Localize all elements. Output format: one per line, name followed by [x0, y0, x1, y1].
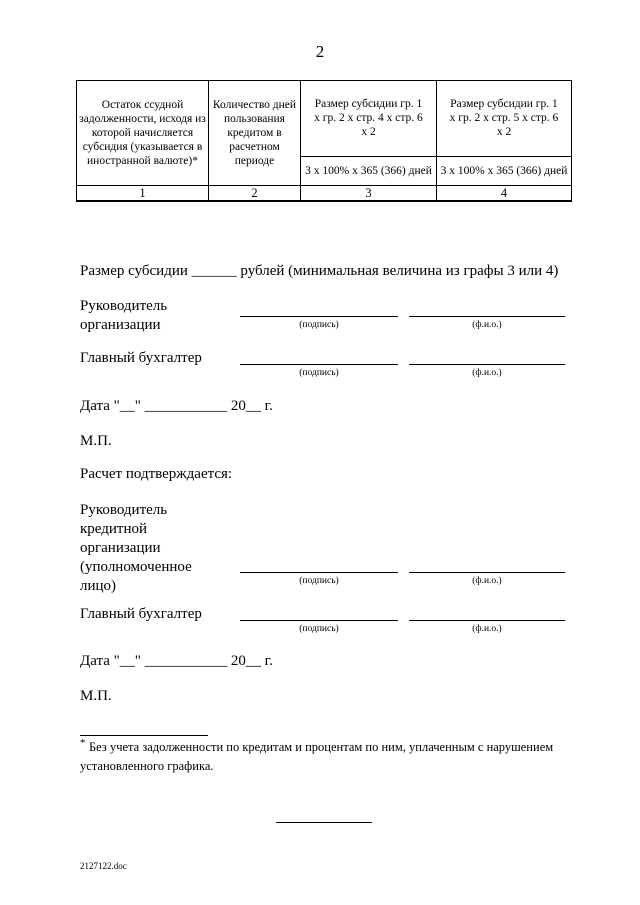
- page-number: 2: [315, 42, 325, 61]
- org-accountant-name-line: [409, 364, 565, 365]
- footnote-text: Без учета задолженности по кредитам и процентам по ним, уплаченным с нарушением установленного графика.: [80, 740, 554, 773]
- signature-caption: (подпись): [299, 576, 339, 586]
- col4-header: Размер субсидии гр. 1 х гр. 2 х стр. 5 х стр. 6 х 2: [437, 81, 572, 157]
- stamp-mark-1: М.П.: [80, 433, 112, 449]
- org-head-signature-line: [240, 316, 398, 317]
- name-caption: (ф.и.о.): [472, 576, 502, 586]
- org-head-label: Руководитель организации: [80, 298, 168, 333]
- bottom-separator: [276, 822, 372, 823]
- col-number-3: 3: [301, 186, 437, 202]
- subsidy-table: [76, 80, 572, 202]
- signature-caption: (подпись): [299, 320, 339, 330]
- col-number-2: 2: [209, 186, 301, 202]
- col3-subheader: 3 х 100% х 365 (366) дней: [301, 156, 437, 185]
- date-line-1: Дата "__" ___________ 20__ г.: [80, 398, 273, 414]
- bank-accountant-name-line: [409, 620, 565, 621]
- date-line-2: Дата "__" ___________ 20__ г.: [80, 653, 273, 669]
- org-accountant-label: Главный бухгалтер: [80, 350, 202, 366]
- name-caption: (ф.и.о.): [472, 624, 502, 634]
- org-accountant-signature-line: [240, 364, 398, 365]
- subsidy-size-line: [80, 262, 558, 281]
- bank-accountant-label: Главный бухгалтер: [80, 606, 202, 622]
- col2-header: Количество дней пользования кредитом в расчетном периоде: [209, 81, 301, 186]
- document-id: 2127122.doc: [80, 861, 127, 871]
- footnote-separator: [80, 735, 208, 736]
- signature-caption: (подпись): [299, 624, 339, 634]
- confirmation-text: Расчет подтверждается:: [80, 466, 233, 482]
- bank-head-name-line: [409, 572, 565, 573]
- bank-head-signature-line: [240, 572, 398, 573]
- bank-head-label: Руководитель кредитной организации (уполномоченное лицо): [80, 502, 192, 594]
- col1-header: Остаток ссудной задолженности, исходя из которой начисляется субсидия (указывается в иностранной валюте)*: [77, 81, 209, 186]
- col-number-4: 4: [437, 186, 572, 202]
- subsidy-label: Размер субсидии: [80, 263, 188, 279]
- bank-accountant-signature-line: [240, 620, 398, 621]
- name-caption: (ф.и.о.): [472, 368, 502, 378]
- signature-caption: (подпись): [299, 368, 339, 378]
- name-caption: (ф.и.о.): [472, 320, 502, 330]
- subsidy-blank: ______: [191, 263, 237, 279]
- subsidy-unit: рублей (минимальная величина из графы 3 или 4): [240, 263, 559, 279]
- footnote-marker: *: [80, 737, 86, 749]
- col3-header: Размер субсидии гр. 1 х гр. 2 х стр. 4 х стр. 6 х 2: [301, 81, 437, 157]
- org-head-name-line: [409, 316, 565, 317]
- col4-subheader: 3 х 100% х 365 (366) дней: [437, 156, 572, 185]
- stamp-mark-2: М.П.: [80, 688, 112, 704]
- col-number-1: 1: [77, 186, 209, 202]
